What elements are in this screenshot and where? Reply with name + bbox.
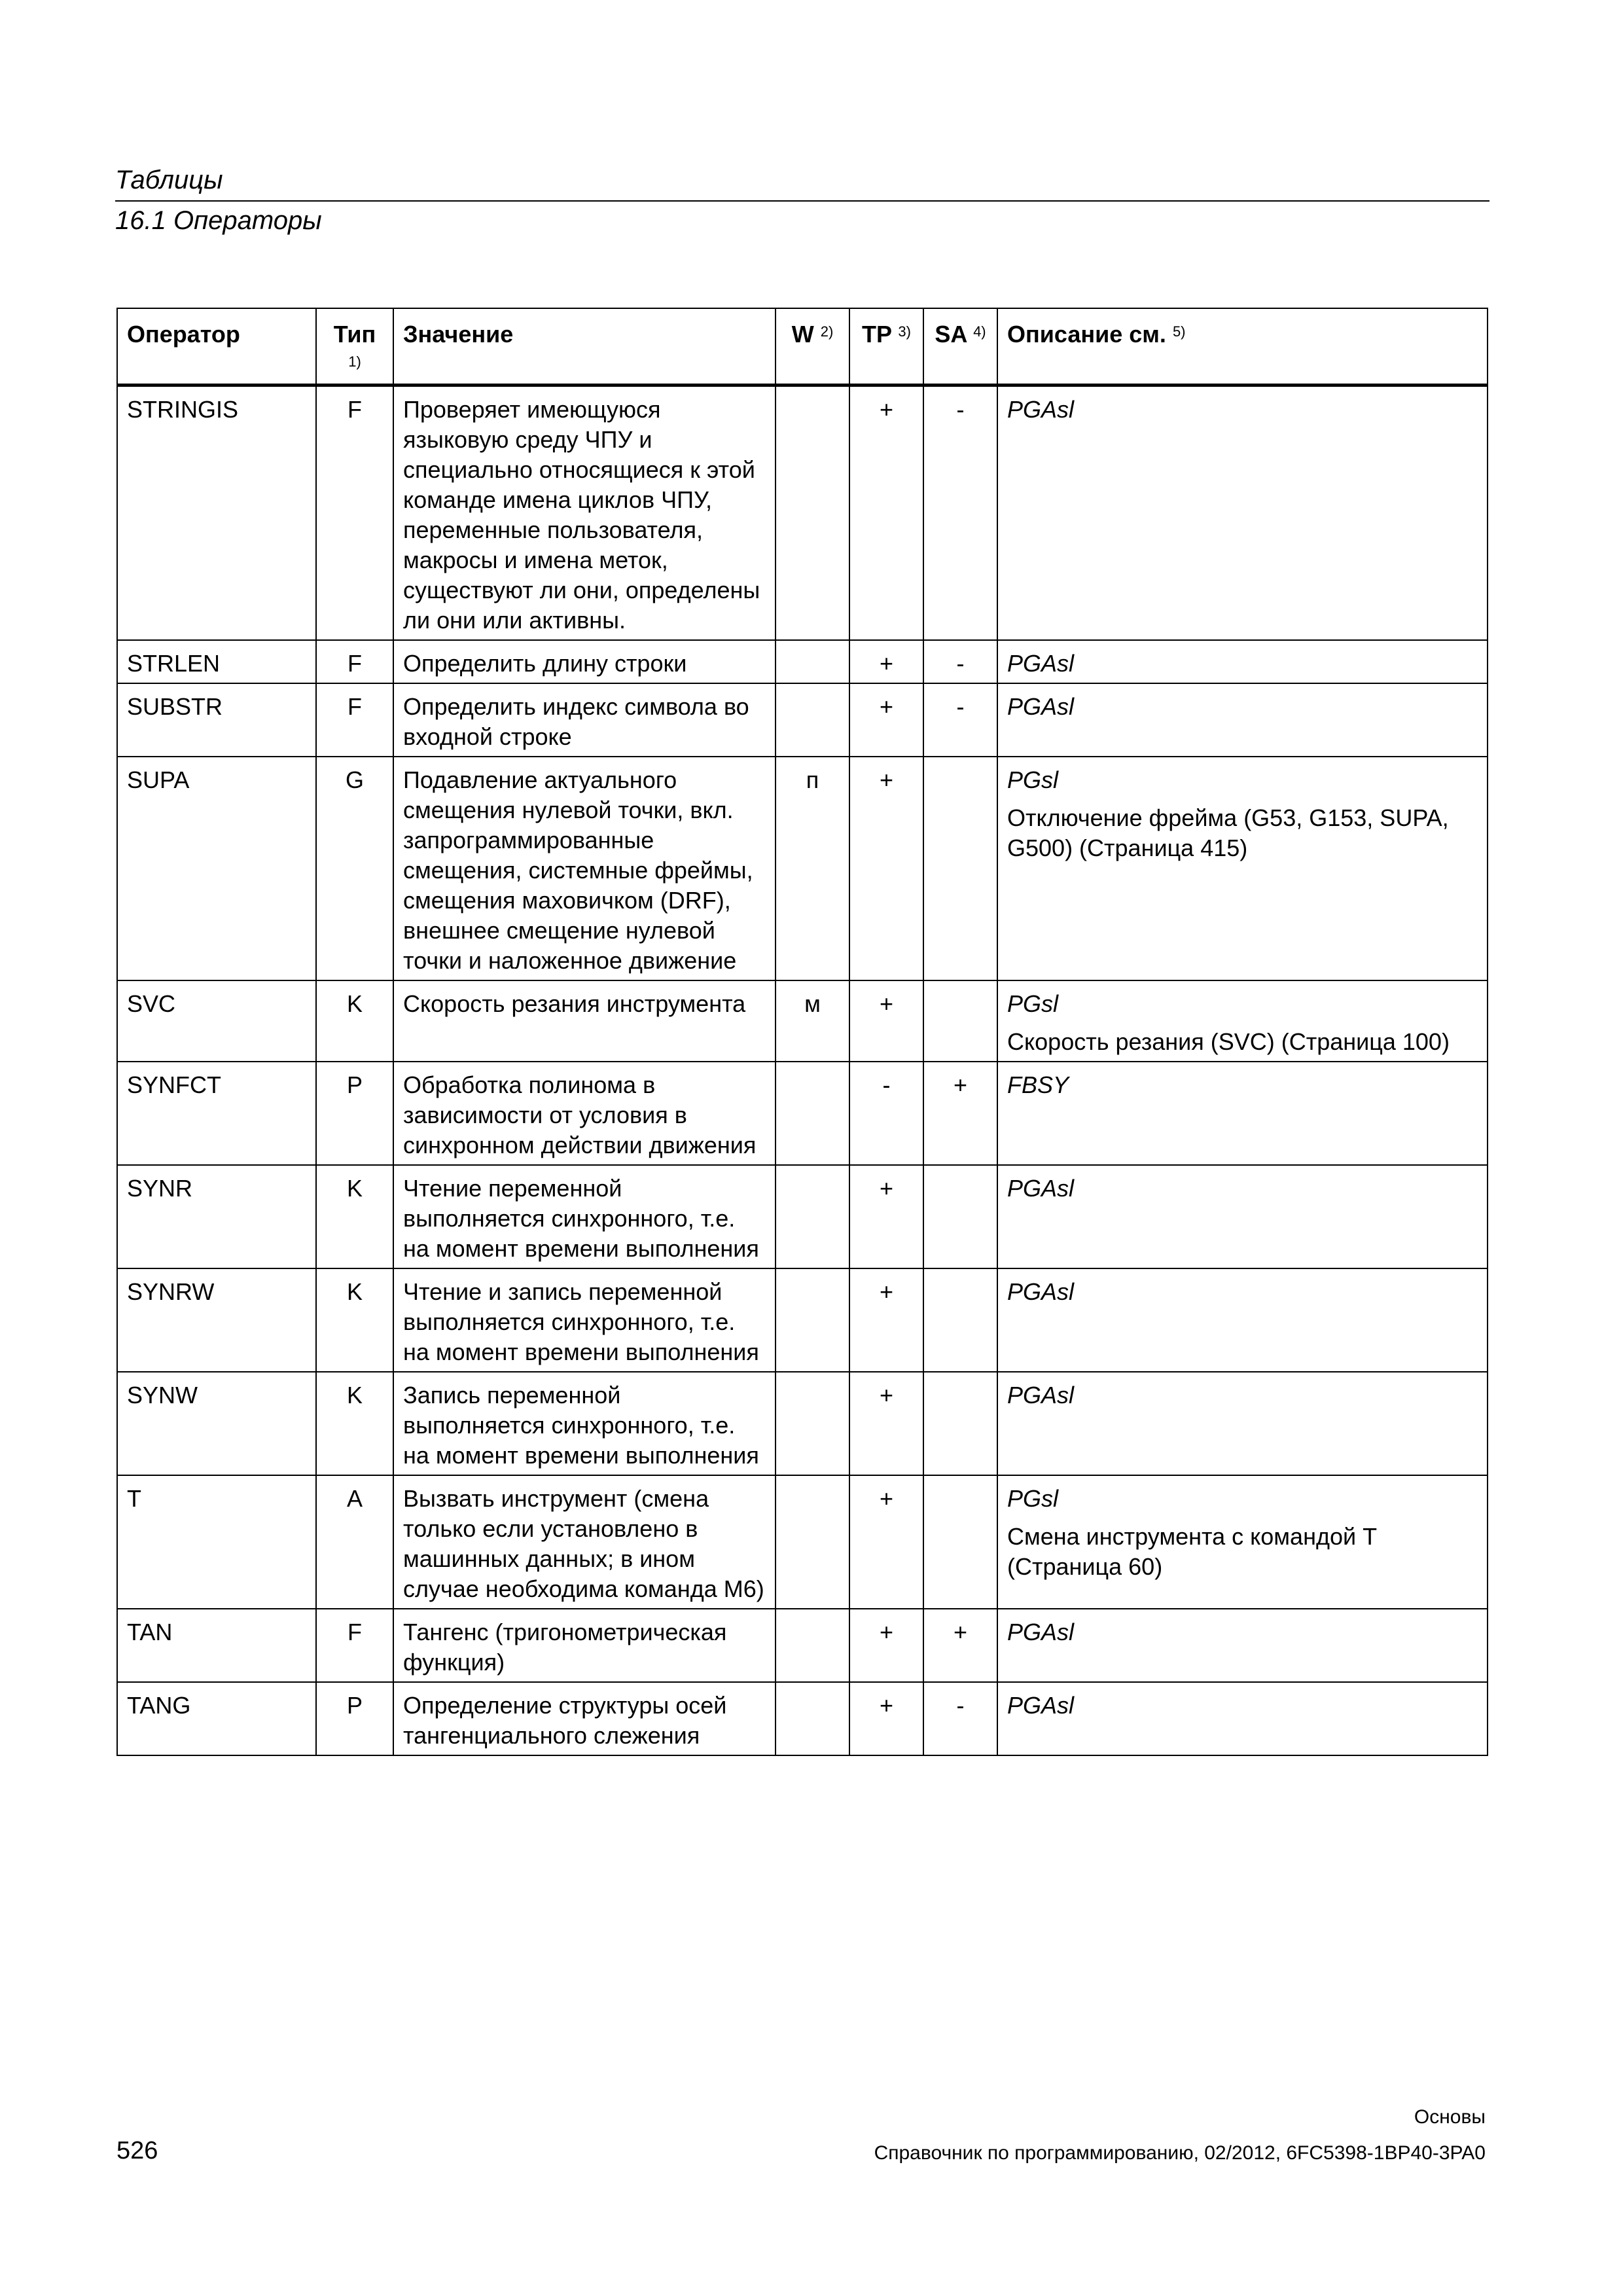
w-cell: м (776, 980, 849, 1062)
operator-cell: STRLEN (117, 640, 316, 683)
table-row (117, 757, 1488, 980)
table-row (117, 1268, 1488, 1372)
table-header-row (117, 308, 1488, 386)
description-cell (997, 1475, 1488, 1609)
type-cell: F (316, 386, 393, 641)
sa-cell: - (923, 1682, 997, 1755)
table-row (117, 1475, 1488, 1609)
reference-doc: PGAsl (1007, 1692, 1075, 1719)
col-header-w: W $^{2)}$ (776, 308, 849, 386)
meaning-cell: Проверяет имеющуюся языковую среду ЧПУ и специально относящиеся к этой команде имена циклов ЧПУ, переменные пользователя, макросы и имена меток, существуют ли они, определены ли они или активны. (393, 386, 776, 641)
operator-cell: SUBSTR (117, 683, 316, 757)
tp-cell: - (849, 1062, 923, 1165)
operator-cell: T (117, 1475, 316, 1609)
tp-cell: + (849, 1268, 923, 1372)
meaning-cell: Чтение и запись переменной выполняется синхронного, т.е. на момент времени выполнения (393, 1268, 776, 1372)
operator-cell: SUPA (117, 757, 316, 980)
operator-cell: SVC (117, 980, 316, 1062)
w-cell (776, 640, 849, 683)
sa-footnote: 4) (973, 323, 986, 340)
col-header-meaning: Значение (393, 308, 776, 386)
tp-cell: + (849, 386, 923, 641)
type-cell: P (316, 1062, 393, 1165)
page-reference-link[interactable]: Скорость резания (SVC) (Страница 100) (1007, 1028, 1450, 1055)
tp-cell: + (849, 980, 923, 1062)
footer-book-title: Основы (1414, 2106, 1486, 2128)
table-row (117, 1609, 1488, 1682)
reference-doc: PGAsl (1007, 693, 1075, 720)
type-cell: P (316, 1682, 393, 1755)
type-cell: F (316, 1609, 393, 1682)
operator-cell: SYNRW (117, 1268, 316, 1372)
tp-cell: + (849, 1165, 923, 1268)
sa-cell (923, 1372, 997, 1475)
w-cell (776, 1062, 849, 1165)
sa-cell (923, 1165, 997, 1268)
operator-cell: SYNR (117, 1165, 316, 1268)
meaning-cell: Запись переменной выполняется синхронного, т.е. на момент времени выполнения (393, 1372, 776, 1475)
table-row (117, 980, 1488, 1062)
meaning-cell: Подавление актуального смещения нулевой точки, вкл. запрограммированные смещения, системные фреймы, смещения маховичком (DRF), внешнее смещение нулевой точки и наложенное движение (393, 757, 776, 980)
reference-doc: PGsl (1007, 990, 1059, 1017)
w-cell (776, 683, 849, 757)
page-number: 526 (116, 2137, 158, 2164)
meaning-cell: Вызвать инструмент (смена только если установлено в машинных данных; в ином случае необходима команда M6) (393, 1475, 776, 1609)
page-header (115, 164, 1489, 237)
description-cell (997, 683, 1488, 757)
tp-cell: + (849, 1609, 923, 1682)
table-row (117, 1062, 1488, 1165)
description-cell (997, 1682, 1488, 1755)
reference-doc: PGsl (1007, 1485, 1059, 1512)
tp-cell: + (849, 1372, 923, 1475)
type-cell: G (316, 757, 393, 980)
w-cell (776, 386, 849, 641)
w-cell (776, 1372, 849, 1475)
operator-cell: TAN (117, 1609, 316, 1682)
col-header-operator: Оператор (117, 308, 316, 386)
subsection-title: 16.1 Операторы (115, 206, 322, 235)
reference-doc: PGAsl (1007, 1278, 1075, 1305)
w-cell (776, 1609, 849, 1682)
type-cell: K (316, 1268, 393, 1372)
meaning-cell: Определение структуры осей тангенциального слежения (393, 1682, 776, 1755)
sa-cell: + (923, 1609, 997, 1682)
w-cell (776, 1268, 849, 1372)
operator-cell: TANG (117, 1682, 316, 1755)
col-header-sa: SA $^{4)}$ (923, 308, 997, 386)
col-header-type: Тип $^{1)}$ (316, 308, 393, 386)
desc-footnote: 5) (1172, 323, 1186, 340)
col-header-description: Описание см. $^{5)}$ (997, 308, 1488, 386)
header-rule (115, 200, 1489, 202)
meaning-cell: Скорость резания инструмента (393, 980, 776, 1062)
type-cell: K (316, 980, 393, 1062)
table-row (117, 1682, 1488, 1755)
sa-cell (923, 1475, 997, 1609)
table-row (117, 1165, 1488, 1268)
meaning-cell: Обработка полинома в зависимости от условия в синхронном действии движения (393, 1062, 776, 1165)
tp-cell: + (849, 640, 923, 683)
type-cell: K (316, 1372, 393, 1475)
operators-table (116, 308, 1488, 1756)
reference-doc: PGAsl (1007, 1619, 1075, 1645)
meaning-cell: Тангенс (тригонометрическая функция) (393, 1609, 776, 1682)
operator-cell: STRINGIS (117, 386, 316, 641)
tp-cell: + (849, 1475, 923, 1609)
table-row (117, 1372, 1488, 1475)
sa-cell: - (923, 640, 997, 683)
description-cell (997, 1372, 1488, 1475)
col-header-tp: TP $^{3)}$ (849, 308, 923, 386)
w-cell: п (776, 757, 849, 980)
description-cell (997, 1165, 1488, 1268)
meaning-cell: Определить индекс символа во входной строке (393, 683, 776, 757)
section-title: Таблицы (115, 166, 223, 194)
sa-cell: + (923, 1062, 997, 1165)
table-row (117, 386, 1488, 641)
reference-doc: PGAsl (1007, 1175, 1075, 1202)
meaning-cell: Определить длину строки (393, 640, 776, 683)
tp-cell: + (849, 757, 923, 980)
description-cell (997, 757, 1488, 980)
sa-cell (923, 1268, 997, 1372)
page-reference-link[interactable]: Отключение фрейма (G53, G153, SUPA, G500) (Страница 415) (1007, 804, 1449, 861)
sa-cell (923, 757, 997, 980)
type-cell: F (316, 683, 393, 757)
operator-cell: SYNFCT (117, 1062, 316, 1165)
description-cell (997, 1268, 1488, 1372)
sa-cell: - (923, 683, 997, 757)
description-cell (997, 386, 1488, 641)
description-cell (997, 1609, 1488, 1682)
page-reference-link[interactable]: Смена инструмента с командой T (Страница 60) (1007, 1523, 1377, 1580)
description-cell (997, 1062, 1488, 1165)
w-cell (776, 1475, 849, 1609)
table-row (117, 683, 1488, 757)
reference-doc: PGAsl (1007, 396, 1075, 423)
description-cell (997, 980, 1488, 1062)
reference-doc: FBSY (1007, 1071, 1069, 1098)
w-cell (776, 1165, 849, 1268)
w-cell (776, 1682, 849, 1755)
type-footnote: 1) (348, 353, 361, 370)
reference-doc: PGAsl (1007, 650, 1075, 677)
tp-cell: + (849, 1682, 923, 1755)
tp-footnote: 3) (898, 323, 911, 340)
sa-cell: - (923, 386, 997, 641)
sa-cell (923, 980, 997, 1062)
reference-doc: PGAsl (1007, 1382, 1075, 1408)
footer-book-subtitle: Справочник по программированию, 02/2012, 6FC5398-1BP40-3PA0 (874, 2142, 1486, 2164)
description-cell (997, 640, 1488, 683)
operator-cell: SYNW (117, 1372, 316, 1475)
reference-doc: PGsl (1007, 766, 1059, 793)
type-cell: A (316, 1475, 393, 1609)
meaning-cell: Чтение переменной выполняется синхронного, т.е. на момент времени выполнения (393, 1165, 776, 1268)
tp-cell: + (849, 683, 923, 757)
w-footnote: 2) (820, 323, 834, 340)
table-row (117, 640, 1488, 683)
type-cell: K (316, 1165, 393, 1268)
type-cell: F (316, 640, 393, 683)
